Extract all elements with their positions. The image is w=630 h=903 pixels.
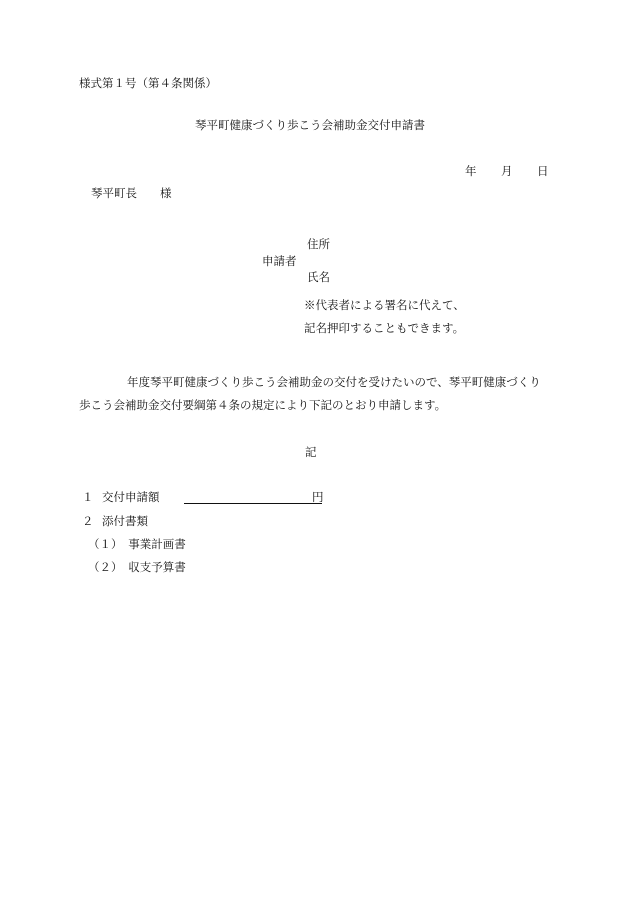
date-year-label: 年 xyxy=(465,164,477,178)
form-number: 様式第１号（第４条関係） xyxy=(79,76,217,90)
address-label: 住所 xyxy=(307,237,330,251)
addressee: 琴平町長 様 xyxy=(91,186,172,200)
attachment-item-1: （１） 事業計画書 xyxy=(88,537,186,551)
form-title: 琴平町健康づくり歩こう会補助金交付申請書 xyxy=(195,118,425,132)
date-month-label: 月 xyxy=(501,164,513,178)
body-line1: 年度琴平町健康づくり歩こう会補助金の交付を受けたいので、琴平町健康づくり xyxy=(127,375,541,389)
name-label: 氏名 xyxy=(307,270,330,284)
item2-number: ２ xyxy=(82,514,94,528)
ki-heading: 記 xyxy=(305,445,317,459)
item1-label: 交付申請額 xyxy=(102,490,160,504)
item1-unit: 円 xyxy=(312,490,324,504)
item2-label: 添付書類 xyxy=(102,514,148,528)
date-day-label: 日 xyxy=(537,164,549,178)
item1-number: １ xyxy=(82,490,94,504)
signature-note-line2: 記名押印することもできます。 xyxy=(304,321,465,335)
signature-note-line1: ※代表者による署名に代えて、 xyxy=(304,298,465,312)
applicant-role-label: 申請者 xyxy=(262,254,297,268)
amount-underline xyxy=(184,503,322,504)
attachment-item-2: （２） 収支予算書 xyxy=(88,560,186,574)
body-line2: 歩こう会補助金交付要綱第４条の規定により下記のとおり申請します。 xyxy=(79,398,447,412)
